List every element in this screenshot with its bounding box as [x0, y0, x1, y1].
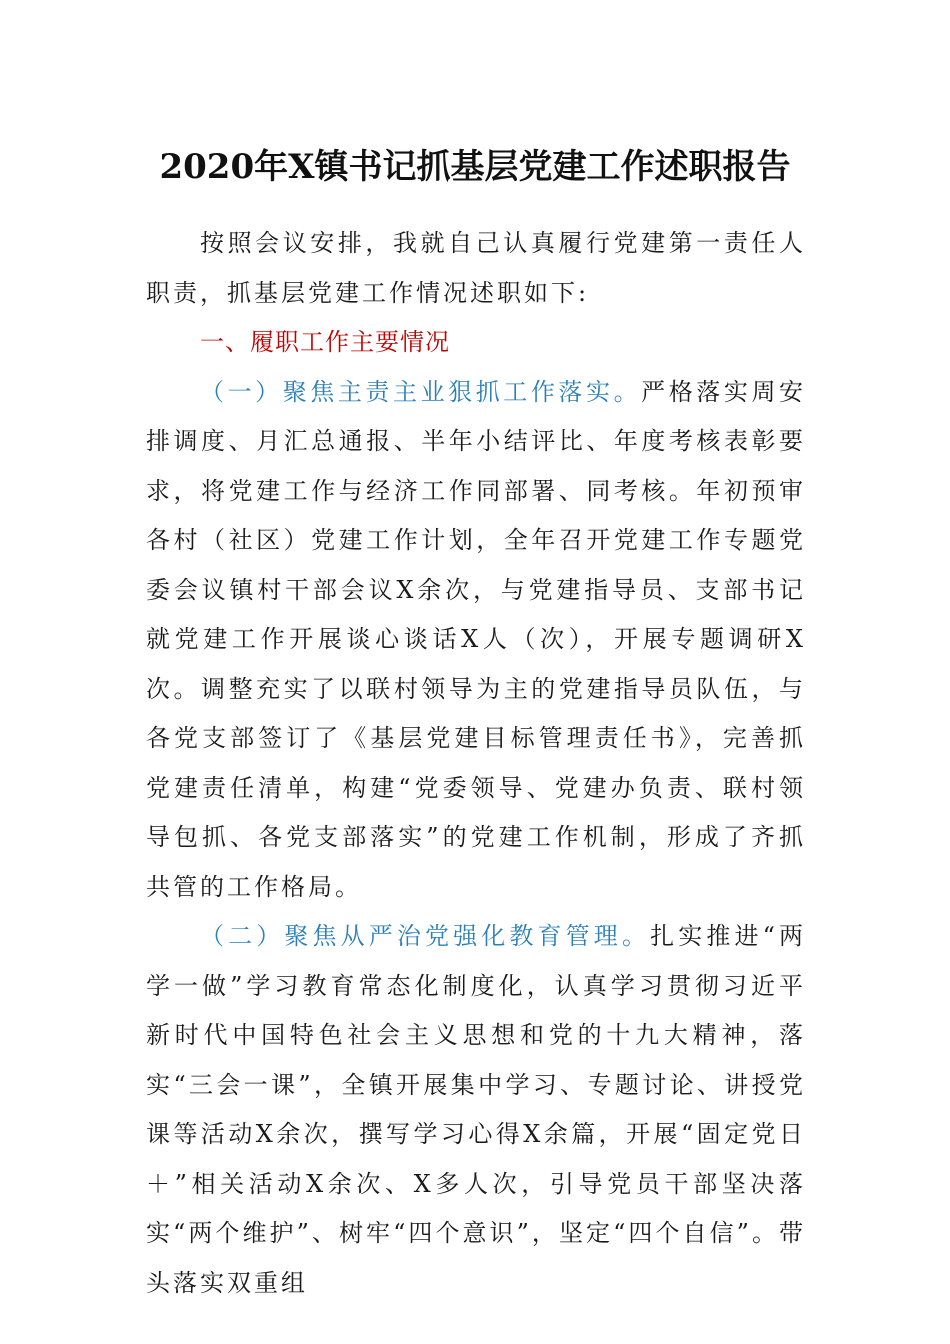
subsection-2-title: （二）聚焦从严治党强化教育管理。	[200, 922, 651, 950]
subsection-1-body: 严格落实周安排调度、月汇总通报、半年小结评比、年度考核表彰要求，将党建工作与经济工作同部署、同考核。年初预审各村（社区）党建工作计划，全年召开党建工作专题党委会议镇村干部会议X余次，与党建指导员、支部书记就党建工作开展谈心谈话X人（次），开展专题调研X次。调整充实了以联村领导为主的党建指导员队伍，与各党支部签订了《基层党建目标管理责任书》，完善抓党建责任清单，构建“党委领导、党建办负责、联村领导包抓、各党支部落实”的党建工作机制，形成了齐抓共管的工作格局。	[146, 377, 807, 901]
subsection-2-body: 扎实推进“两学一做”学习教育常态化制度化，认真学习贯彻习近平新时代中国特色社会主义思想和党的十九大精神，落实“三会一课”，全镇开展集中学习、专题讨论、讲授党课等活动X余次，撰写学习心得X余篇，开展“固定党日＋”相关活动X余次、X多人次，引导党员干部坚决落实“两个维护”、树牢“四个意识”，坚定“四个自信”。带头落实双重组	[146, 922, 806, 1297]
subsection-1-title: （一）聚焦主责主业狠抓工作落实。	[200, 377, 642, 406]
section-heading: 一、履职工作主要情况	[200, 328, 450, 356]
document-title: 2020年X镇书记抓基层党建工作述职报告	[159, 147, 791, 187]
document-body	[146, 219, 806, 1308]
subsection-1-paragraph	[146, 368, 806, 913]
intro-paragraph: 按照会议安排，我就自己认真履行党建第一责任人职责，抓基层党建工作情况述职如下:	[146, 229, 806, 307]
subsection-2-paragraph	[146, 912, 806, 1308]
